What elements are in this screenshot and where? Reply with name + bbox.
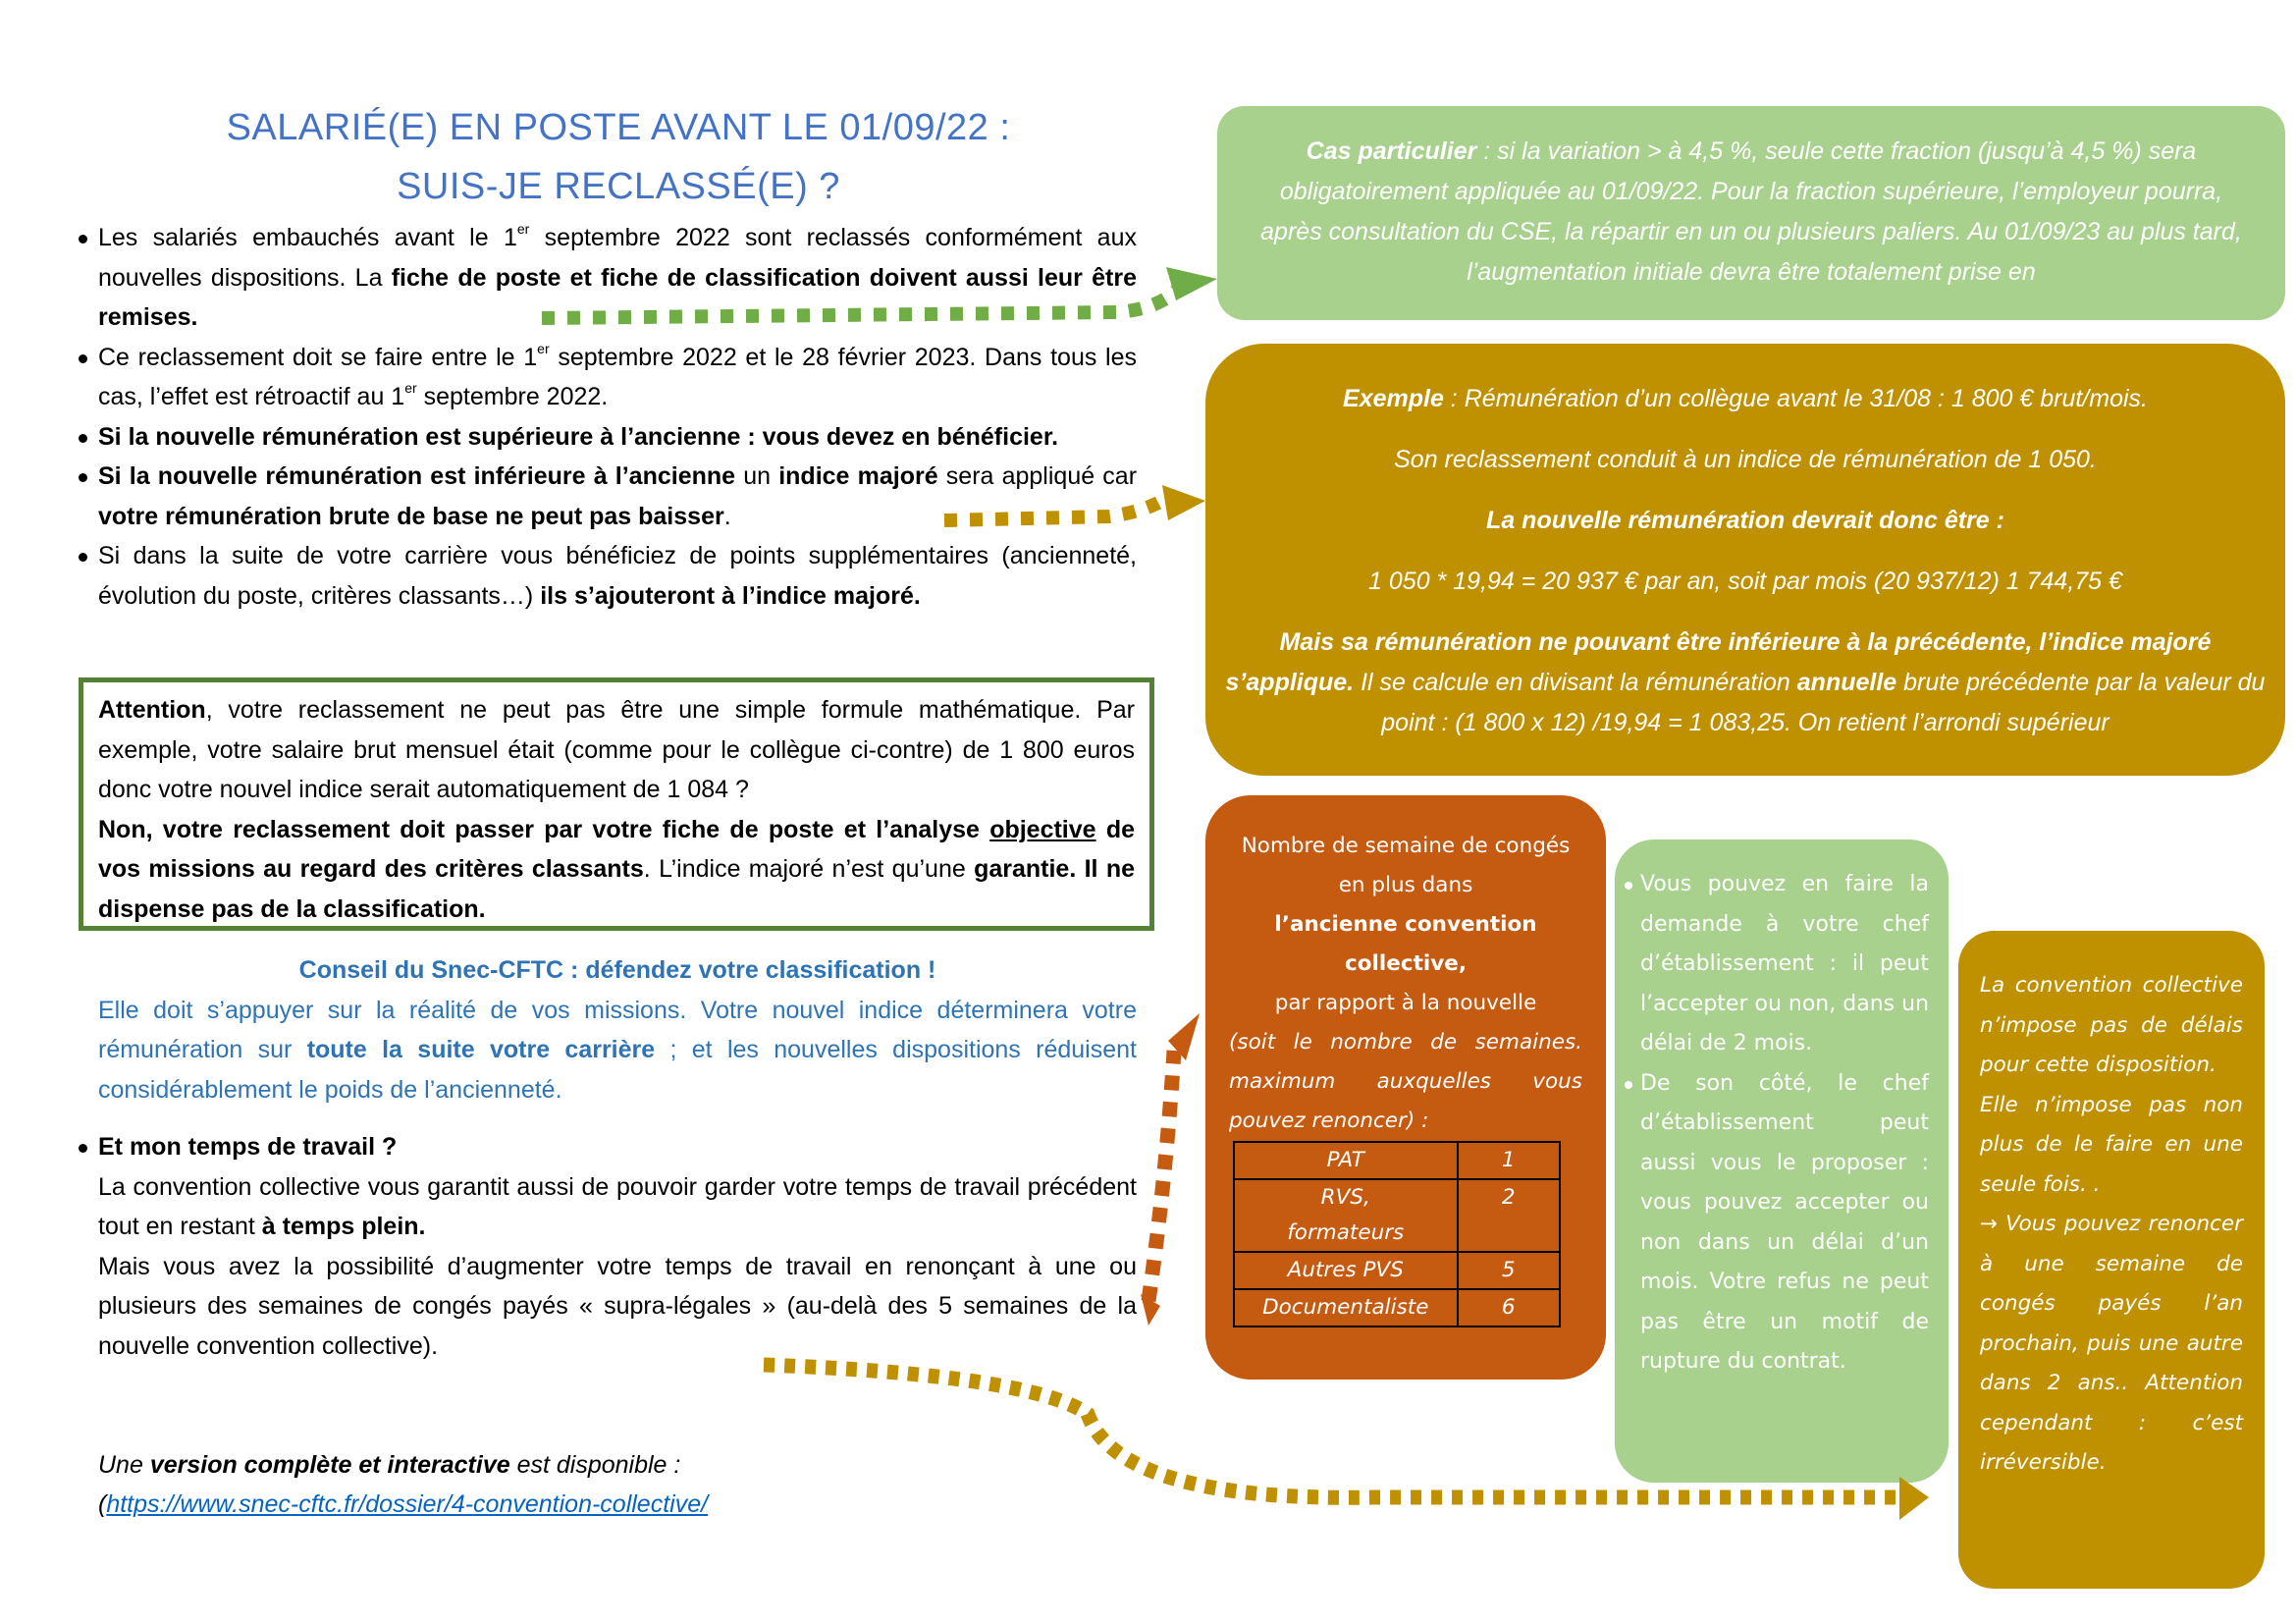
- demande-box: [1615, 839, 1949, 1483]
- title-line-2: SUIS-JE RECLASSÉ(E) ?: [397, 166, 840, 207]
- delais-p3: → Vous pouvez renoncer à une semaine de congés payés l’an prochain, puis une autre dans 2 ans.. Attention cependant : c’est irréversible.: [1980, 1212, 2243, 1475]
- bullet-item: [77, 536, 1137, 616]
- conges-intro-1: Nombre de semaine de congés en plus dans: [1241, 834, 1571, 897]
- exemple-label: Exemple: [1343, 385, 1444, 412]
- exemple-text-5-annuelle: annuelle: [1796, 669, 1897, 696]
- bullet-icon: [79, 434, 87, 443]
- cas-particulier-label: Cas particulier: [1306, 137, 1477, 165]
- bullet-item: [77, 218, 1137, 338]
- attention-objective: objective: [989, 815, 1096, 843]
- temps-travail-section: [77, 1127, 1137, 1366]
- conseil-text-1: Elle doit s’appuyer sur la réalité de vos missions. Votre nouvel indice déterminera votre rémunération sur: [98, 996, 1137, 1063]
- bullet-text: Si la nouvelle rémunération est inférieure à l’ancienne: [98, 462, 736, 490]
- conges-row: [1234, 1179, 1560, 1252]
- footer-text-bold: version complète et interactive: [149, 1451, 510, 1479]
- attention-answer: Non, votre reclassement doit passer par votre fiche de poste et l’analyse: [98, 815, 990, 843]
- footer-paren: (: [98, 1490, 107, 1518]
- bullet-text: er: [537, 340, 550, 356]
- orange-arrow-icon: [1141, 1013, 1200, 1326]
- exemple-text-3: La nouvelle rémunération devrait donc être :: [1486, 507, 2004, 534]
- bullet-text: votre rémunération brute de base ne peut pas baisser: [98, 502, 724, 530]
- conseil-text-2: ; et les nouvelles dispositions réduisent considérablement le poids de l’ancienneté.: [98, 1036, 1137, 1104]
- exemple-line-3: [1223, 501, 2268, 541]
- exemple-line-1: [1223, 379, 2268, 419]
- exemple-line-2: Son reclassement conduit à un indice de rémunération de 1 050.: [1394, 446, 2097, 473]
- footer-note: [98, 1445, 982, 1524]
- conges-weeks: 6: [1458, 1289, 1561, 1326]
- exemple-text-1: : Rémunération d’un collègue avant le 31/08 : 1 800 € brut/mois.: [1443, 385, 2148, 412]
- conges-table: [1233, 1141, 1561, 1327]
- bullet-item: [77, 457, 1137, 536]
- conges-row: [1234, 1142, 1560, 1179]
- bullet-icon: [79, 553, 87, 562]
- conges-intro-bold: [1229, 905, 1582, 984]
- title-line-1: SALARIÉ(E) EN POSTE AVANT LE 01/09/22 :: [226, 107, 1011, 148]
- conges-category: RVS, formateurs: [1234, 1179, 1458, 1252]
- conges-weeks: 1: [1458, 1142, 1561, 1179]
- bullet-text: Les salariés embauchés avant le 1: [98, 224, 517, 251]
- bullet-icon: [1625, 882, 1632, 890]
- conges-category: Autres PVS: [1234, 1252, 1458, 1289]
- temps-para-1: [77, 1167, 1137, 1247]
- bullet-text: sera appliqué car: [937, 462, 1138, 490]
- bullet-icon: [79, 354, 87, 363]
- bullet-text: septembre 2022.: [416, 383, 609, 410]
- footer-text-b: est disponible :: [509, 1451, 681, 1479]
- exemple-text-5b: brute précédente par la valeur du point : (1 800 x 12) /19,94 = 1 083,25. On retient l’arrondi supérieur: [1381, 669, 2266, 736]
- conges-category: PAT: [1234, 1142, 1458, 1179]
- cas-particulier-text: : si la variation > à 4,5 %, seule cette fraction (jusqu’à 4,5 %) sera obligatoirement appliquée au 01/09/22. Pour la fraction supérieure, l’employeur pourra, après consultation du CSE, la répartir en un ou plusieurs paliers. Au 01/09/23 au plus tard, l’augmentation initiale devra être totalement prise en: [1260, 137, 2242, 286]
- bullet-item: [77, 338, 1137, 417]
- delais-box: [1958, 931, 2265, 1589]
- cas-particulier-box: [1217, 106, 2285, 320]
- conseil-body: [98, 991, 1137, 1110]
- bullet-item: [77, 417, 1137, 458]
- bullet-text: Si la nouvelle rémunération est supérieure à l’ancienne : vous devez en bénéficier.: [98, 422, 1059, 451]
- bullet-text: er: [404, 380, 417, 396]
- demande-item: [1625, 1064, 1929, 1382]
- temps-p1-text: La convention collective vous garantit aussi de pouvoir garder votre temps de travail précédent tout en restant: [98, 1172, 1137, 1240]
- demande-item-text: Vous pouvez en faire la demande à votre chef d’établissement : il peut l’accepter ou non, dans un délai de 2 mois.: [1640, 872, 1929, 1056]
- conges-row: [1234, 1252, 1560, 1289]
- conges-intro-italic: (soit le nombre de semaines. maximum auxquelles vous pouvez renoncer) :: [1229, 1030, 1582, 1133]
- reclassement-bullets: [77, 218, 1137, 616]
- bullet-icon: [79, 473, 87, 482]
- conges-weeks: 2: [1458, 1179, 1561, 1252]
- demande-item-text: De son côté, le chef d’établissement peut aussi vous le proposer : vous pouvez accepter ou non dans un délai d’un mois. Votre refus ne peut pas être un motif de rupture du contrat.: [1640, 1070, 1929, 1374]
- conges-category: Documentaliste: [1234, 1289, 1458, 1326]
- attention-answer-3: garantie. Il ne dispense pas de la classification.: [98, 855, 1135, 923]
- bullet-text: septembre 2022 sont reclassés conformément aux nouvelles dispositions. La: [98, 224, 1137, 292]
- conges-intro-bold-text: l’ancienne convention collective,: [1274, 912, 1537, 976]
- attention-text: , votre reclassement ne peut pas être une simple formule mathématique. Par exemple, votre salaire brut mensuel était (comme pour le collègue ci-contre) de 1 800 euros donc votre nouvel indice serait automatiquement de 1 084 ?: [98, 696, 1135, 803]
- conges-box: [1205, 795, 1606, 1380]
- conseil-heading: Conseil du Snec-CFTC : défendez votre classification !: [298, 956, 936, 984]
- bullet-text: Si dans la suite de votre carrière vous bénéficiez de points supplémentaires (ancienneté, évolution du poste, critères classants…): [98, 542, 1137, 610]
- delais-p2: Elle n’impose pas non plus de le faire en une seule fois. .: [1980, 1092, 2243, 1197]
- temps-para-2: Mais vous avez la possibilité d’augmenter votre temps de travail en renonçant à une ou plusieurs des semaines de congés payés « supra-légales » (au-delà des 5 semaines de la nouvelle convention collective).: [98, 1252, 1137, 1360]
- temps-p1-bold: à temps plein.: [261, 1213, 426, 1240]
- exemple-line-4: 1 050 * 19,94 = 20 937 € par an, soit par mois (20 937/12) 1 744,75 €: [1368, 568, 2122, 595]
- attention-lead: Attention: [98, 696, 206, 724]
- attention-box: [79, 677, 1154, 931]
- bullet-text: ils s’ajouteront à l’indice majoré.: [540, 581, 921, 610]
- conges-weeks: 5: [1458, 1252, 1561, 1289]
- footer-text-a: Une: [98, 1451, 150, 1479]
- exemple-text-5a: Il se calcule en divisant la rémunération: [1354, 669, 1797, 696]
- page-title: [79, 98, 1158, 216]
- temps-heading: Et mon temps de travail ?: [98, 1133, 398, 1161]
- attention-answer-rest: . L’indice majoré n’est qu’une: [643, 855, 975, 883]
- conseil-text-bold: toute la suite votre carrière: [306, 1036, 656, 1063]
- conges-row: [1234, 1289, 1560, 1326]
- convention-link[interactable]: https://www.snec-cftc.fr/dossier/4-convention-collective/: [106, 1490, 709, 1518]
- conges-intro-2: par rapport à la nouvelle: [1274, 991, 1537, 1015]
- bullet-text: .: [723, 502, 731, 530]
- bullet-text: fiche de poste et fiche de classification doivent aussi leur être remises.: [98, 263, 1137, 331]
- conseil-section: [98, 950, 1137, 1110]
- bullet-icon: [1625, 1081, 1632, 1089]
- bullet-text: Ce reclassement doit se faire entre le 1: [98, 343, 538, 371]
- exemple-line-5: [1223, 623, 2268, 743]
- bullet-icon: [79, 235, 87, 244]
- demande-item: [1625, 865, 1929, 1064]
- bullet-text: septembre 2022 et le 28 février 2023. Dans tous les cas, l’effet est rétroactif au 1: [98, 343, 1137, 410]
- bullet-icon: [79, 1144, 87, 1153]
- attention-answer-2: de vos missions au regard des critères classants: [98, 815, 1136, 883]
- exemple-box: [1205, 344, 2285, 776]
- bullet-text: er: [516, 221, 530, 237]
- exemple-text-5-bold: Mais sa rémunération ne pouvant être inférieure à la précédente, l’indice majoré s’applique.: [1225, 628, 2212, 696]
- bullet-text: un: [735, 462, 779, 490]
- bullet-text: indice majoré: [778, 462, 938, 490]
- delais-p1: La convention collective n’impose pas de délais pour cette disposition.: [1980, 973, 2243, 1077]
